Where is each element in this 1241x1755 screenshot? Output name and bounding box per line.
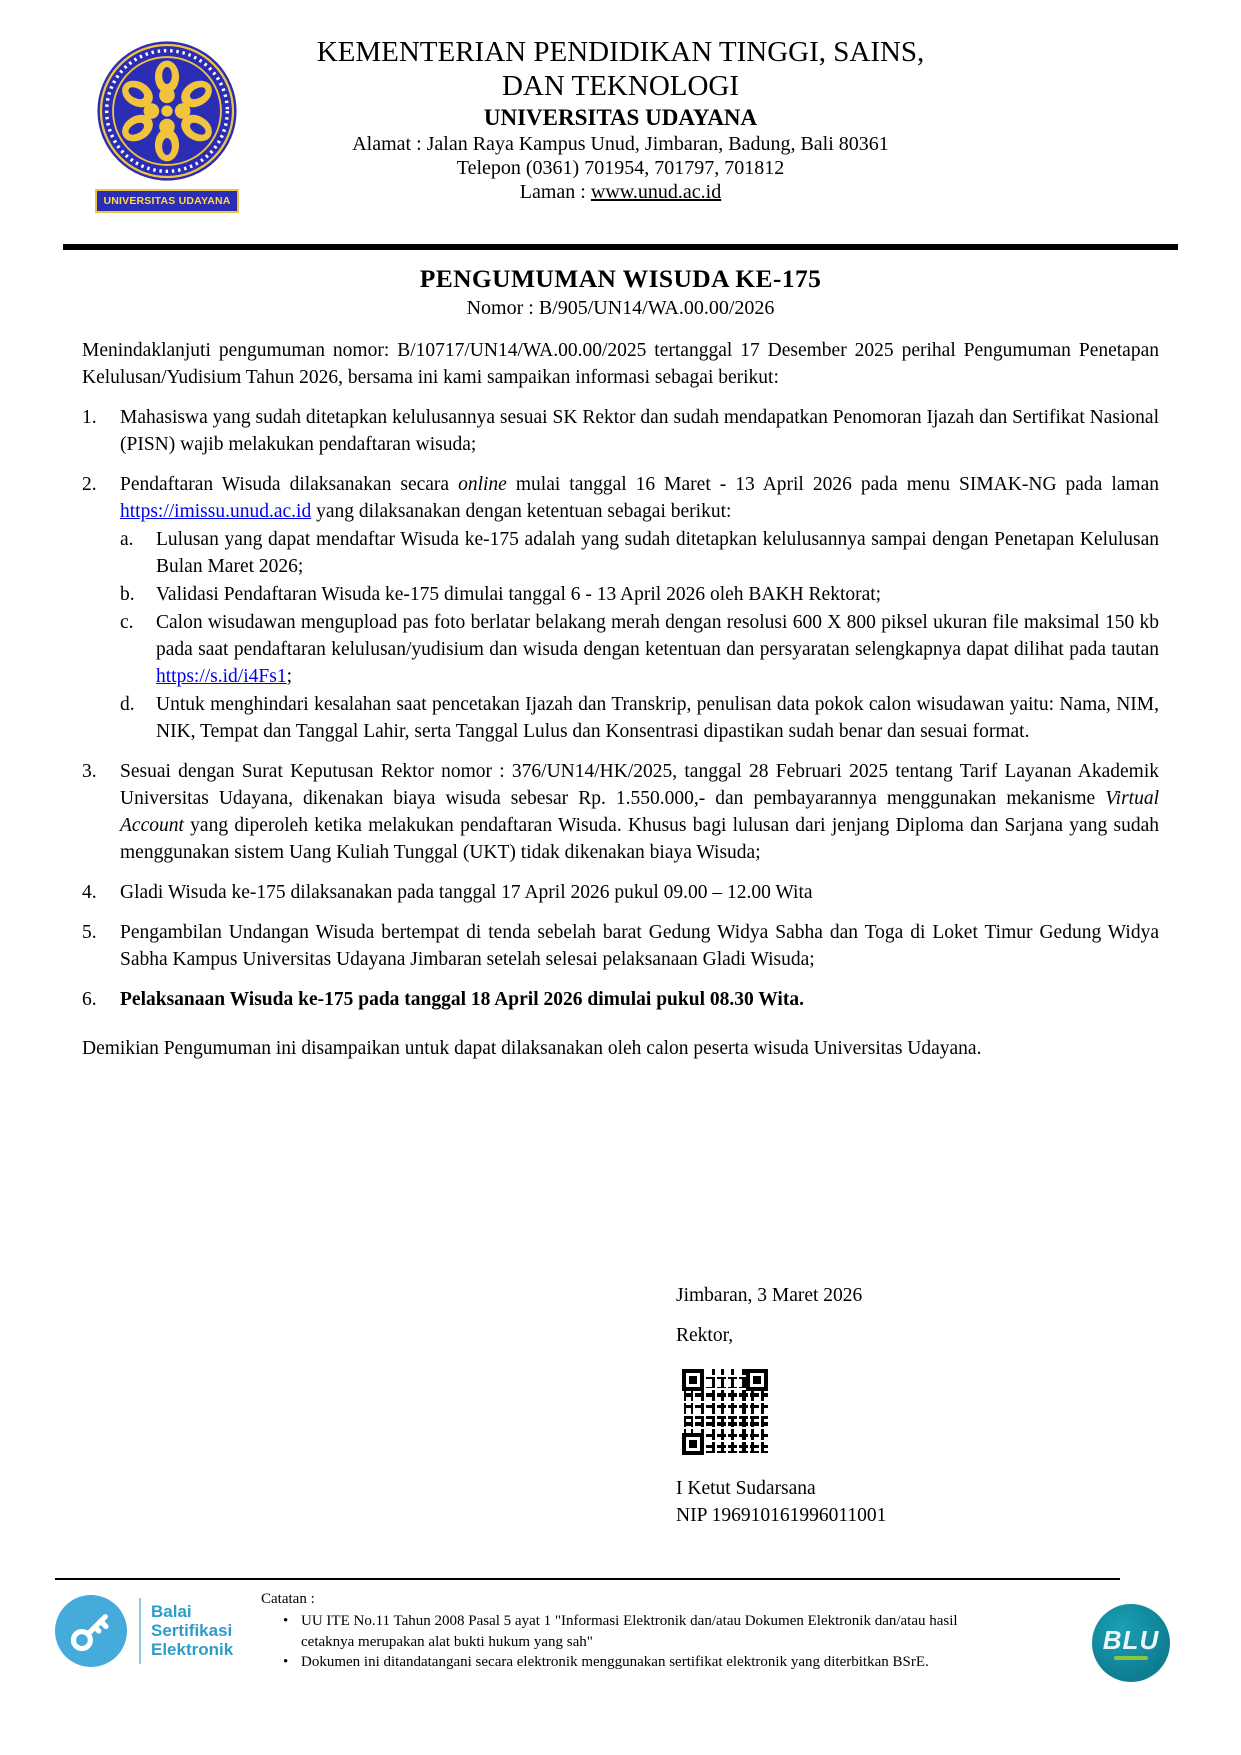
note-item-2-text: Dokumen ini ditandatangani secara elektronik menggunakan sertifikat elektronik yang diterbitkan BSrE. <box>301 1653 929 1670</box>
note-item-1-text: UU ITE No.11 Tahun 2008 Pasal 5 ayat 1 "Informasi Elektronik dan/atau Dokumen Elektronik dan/atau hasil cetaknya merupakan alat bukti hukum yang sah" <box>301 1613 958 1650</box>
list-item-2 <box>82 471 1159 525</box>
list-item-6-number: 6. <box>82 989 97 1010</box>
blu-logo-tagline <box>1114 1656 1148 1660</box>
signature-role: Rektor, <box>676 1325 734 1346</box>
university-phone: Telepon (0361) 701954, 701797, 701812 <box>456 157 785 180</box>
letterhead-divider <box>63 244 1178 250</box>
list-item-2-number: 2. <box>82 474 97 495</box>
sub-item-b-text: Validasi Pendaftaran Wisuda ke-175 dimulai tanggal 6 - 13 April 2026 oleh BAKH Rektorat; <box>156 584 882 605</box>
university-seal <box>93 40 241 213</box>
letterhead <box>82 36 1159 214</box>
sub-item-c <box>120 609 1159 690</box>
list-item-6-text: Pelaksanaan Wisuda ke-175 pada tanggal 18 April 2026 dimulai pukul 08.30 Wita. <box>120 989 804 1010</box>
list-item-2-text <box>120 471 1159 525</box>
opening-paragraph: Menindaklanjuti pengumuman nomor: B/10717/UN14/WA.00.00/2025 tertanggal 17 Desember 2025 perihal Pengumuman Penetapan Kelulusan/Yudisium Tahun 2026, bersama ini kami sampaikan informasi sebagai berikut: <box>82 340 1159 388</box>
list-item-3-text <box>120 758 1159 866</box>
signatory-name: I Ketut Sudarsana <box>676 1478 816 1499</box>
imissu-link[interactable]: https://imissu.unud.ac.id <box>120 501 312 522</box>
ministry-name-line1: KEMENTERIAN PENDIDIKAN TINGGI, SAINS, <box>316 36 925 68</box>
list-item-4 <box>82 879 1159 906</box>
list-item-4-number: 4. <box>82 882 97 903</box>
list-item-1 <box>82 404 1159 458</box>
qr-finder-top-left <box>682 1369 704 1391</box>
bullet-icon: • <box>283 1613 289 1630</box>
sub-item-c-text-b: ; <box>286 666 292 687</box>
item2-text-a: Pendaftaran Wisuda dilaksanakan secara <box>120 474 459 495</box>
signature-block <box>676 1282 886 1529</box>
sub-item-d <box>120 691 1159 745</box>
bullet-icon: • <box>283 1653 289 1670</box>
sub-item-c-text <box>156 609 1159 690</box>
sub-item-b-letter: b. <box>120 584 135 605</box>
signatory-nip: NIP 196910161996011001 <box>676 1505 887 1526</box>
list-item-3 <box>82 758 1159 866</box>
note-item-1 <box>283 1611 961 1652</box>
list-item-1-text: Mahasiswa yang sudah ditetapkan kelulusannya sesuai SK Rektor dan sudah mendapatkan Penomoran Ijazah dan Sertifikat Nasional (PISN) wajib melakukan pendaftaran wisuda; <box>120 407 1159 455</box>
qr-finder-bottom-left <box>682 1433 704 1455</box>
university-address: Alamat : Jalan Raya Kampus Unud, Jimbaran, Badung, Bali 80361 <box>352 132 889 155</box>
website-link[interactable]: www.unud.ac.id <box>590 181 722 204</box>
catatan-block <box>261 1589 961 1672</box>
list-item-6 <box>82 986 1159 1013</box>
blu-logo <box>1092 1604 1170 1682</box>
item3-virtual-account-italic: Virtual Account <box>120 788 1159 836</box>
sub-item-c-text-a: Calon wisudawan mengupload pas foto berlatar belakang merah dengan resolusi 600 X 800 piksel ukuran file maksimal 150 kb pada saat pendaftaran kelulusan/yudisium dan wisuda dengan ketentuan dan persyaratan selengkapnya dapat dilihat pada tautan <box>156 612 1159 660</box>
item3-text-b: yang diperoleh ketika melakukan pendaftaran Wisuda. Khusus bagi lulusan dari jenjang Diploma dan Sarjana yang sudah menggunakan sistem Uang Kuliah Tunggal (UKT) tidak dikenakan biaya Wisuda; <box>120 815 1159 863</box>
university-name: UNIVERSITAS UDAYANA <box>483 105 758 131</box>
sub-item-c-letter: c. <box>120 612 134 633</box>
footer <box>55 1578 1186 1672</box>
catatan-label: Catatan : <box>261 1591 315 1607</box>
bsre-label-line2: Sertifikasi <box>151 1620 233 1640</box>
bsre-logo <box>55 1589 243 1672</box>
document-number: Nomor : B/905/UN14/WA.00.00/2026 <box>466 297 775 319</box>
sub-item-d-text: Untuk menghindari kesalahan saat pencetakan Ijazah dan Transkrip, penulisan data pokok calon wisudawan yaitu: Nama, NIM, NIK, Tempat dan Tanggal Lahir, serta Tanggal Lulus dan Konsentrasi dipastikan sudah benar dan sesuai format. <box>156 694 1159 742</box>
blu-logo-label: BLU <box>1102 1624 1160 1655</box>
item2-online-italic: online <box>458 474 507 495</box>
sub-item-a-text: Lulusan yang dapat mendaftar Wisuda ke-175 adalah yang sudah ditetapkan kelulusannya sampai dengan Penetapan Kelulusan Bulan Maret 2026; <box>156 529 1159 577</box>
sub-item-d-letter: d. <box>120 694 135 715</box>
sub-item-a-letter: a. <box>120 529 134 550</box>
sub-item-a <box>120 526 1159 580</box>
footer-divider <box>55 1578 1120 1580</box>
ministry-name-line2: DAN TEKNOLOGI <box>501 69 740 102</box>
bsre-label-line1: Balai <box>151 1601 192 1621</box>
qr-code-icon <box>676 1363 774 1461</box>
bsre-divider <box>139 1598 141 1664</box>
bsre-label-line3: Elektronik <box>151 1640 234 1660</box>
sub-item-b <box>120 581 1159 608</box>
seal-banner-label: UNIVERSITAS UDAYANA <box>95 189 239 213</box>
list-item-5-text: Pengambilan Undangan Wisuda bertempat di tenda sebelah barat Gedung Widya Sabha dan Toga di Loket Timur Gedung Widya Sabha Kampus Universitas Udayana Jimbaran setelah selesai pelaksanaan Gladi Wisuda; <box>120 922 1159 970</box>
website-label: Laman : <box>519 181 591 204</box>
item3-text-a: Sesuai dengan Surat Keputusan Rektor nomor : 376/UN14/HK/2025, tanggal 28 Februari 2025 tentang Tarif Layanan Akademik Universitas Udayana, dikenakan biaya wisuda sebesar Rp. 1.550.000,- dan pembayarannya menggunakan mekanisme <box>120 761 1159 809</box>
bsre-circle <box>55 1595 127 1667</box>
list-item-1-number: 1. <box>82 407 97 428</box>
qr-finder-top-right <box>746 1369 768 1391</box>
document-title: PENGUMUMAN WISUDA KE-175 <box>419 264 822 293</box>
closing-paragraph: Demikian Pengumuman ini disampaikan untuk dapat dilaksanakan oleh calon peserta wisuda Universitas Udayana. <box>82 1038 982 1059</box>
list-item-5 <box>82 919 1159 973</box>
item2-text-b: mulai tanggal 16 Maret - 13 April 2026 pada menu SIMAK-NG pada laman <box>506 474 1159 495</box>
item2-text-c: yang dilaksanakan dengan ketentuan sebagai berikut: <box>311 501 732 522</box>
university-seal-icon <box>96 40 238 182</box>
qr-code-modules <box>682 1369 768 1455</box>
list-item-5-number: 5. <box>82 922 97 943</box>
sid-link[interactable]: https://s.id/i4Fs1 <box>156 666 287 687</box>
list-item-3-number: 3. <box>82 761 97 782</box>
signature-place-date: Jimbaran, 3 Maret 2026 <box>676 1285 863 1306</box>
note-item-2 <box>283 1652 961 1672</box>
university-website-line <box>82 181 1159 204</box>
list-item-4-text: Gladi Wisuda ke-175 dilaksanakan pada tanggal 17 April 2026 pukul 09.00 – 12.00 Wita <box>120 882 813 903</box>
key-icon <box>65 1605 117 1657</box>
